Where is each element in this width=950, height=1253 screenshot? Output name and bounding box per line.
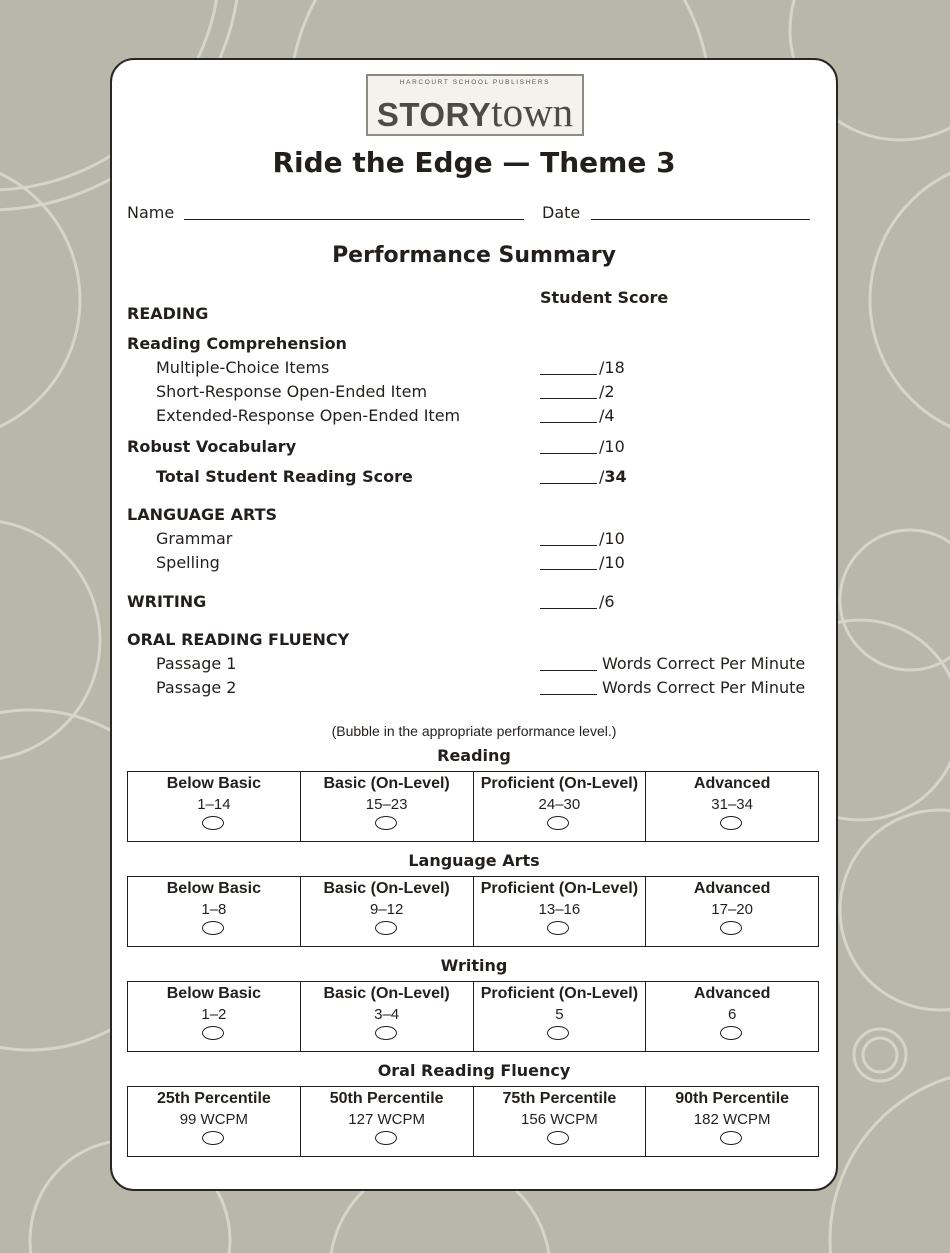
level-cell bbox=[128, 772, 301, 841]
storytown-logo bbox=[366, 74, 584, 136]
level-name: 75th Percentile bbox=[502, 1090, 617, 1107]
document-title: Ride the Edge — Theme 3 bbox=[272, 146, 676, 179]
total-reading-slash: / bbox=[599, 467, 605, 486]
level-name: Advanced bbox=[693, 985, 771, 1002]
writing-score-field[interactable] bbox=[540, 608, 597, 609]
name-label: Name bbox=[127, 203, 175, 222]
level-cell bbox=[474, 1087, 647, 1156]
level-bubble[interactable] bbox=[720, 816, 742, 830]
grammar-score-field[interactable] bbox=[540, 545, 597, 546]
level-bubble[interactable] bbox=[202, 1131, 224, 1145]
level-cell bbox=[474, 877, 647, 946]
short-response-score-field[interactable] bbox=[540, 398, 597, 399]
date-field[interactable] bbox=[591, 219, 810, 220]
level-range: 156 WCPM bbox=[521, 1111, 598, 1128]
level-range: 99 WCPM bbox=[179, 1111, 249, 1128]
date-label: Date bbox=[542, 203, 581, 222]
level-bubble[interactable] bbox=[720, 1131, 742, 1145]
level-name: Below Basic bbox=[166, 775, 261, 792]
level-range: 13–16 bbox=[538, 901, 581, 918]
short-response-label: Short-Response Open-Ended Item bbox=[156, 382, 428, 401]
writing-levels-title: Writing bbox=[440, 956, 508, 975]
level-range: 5 bbox=[555, 1006, 564, 1023]
fluency-heading: ORAL READING FLUENCY bbox=[127, 630, 350, 649]
total-reading-max bbox=[599, 467, 627, 486]
performance-summary-sheet bbox=[110, 58, 838, 1191]
vocabulary-label: Robust Vocabulary bbox=[127, 437, 297, 456]
level-name: 90th Percentile bbox=[675, 1090, 790, 1107]
level-cell bbox=[301, 982, 474, 1051]
level-cell bbox=[474, 772, 647, 841]
level-bubble[interactable] bbox=[547, 1131, 569, 1145]
level-range: 3–4 bbox=[374, 1006, 400, 1023]
writing-levels-table bbox=[127, 981, 819, 1052]
level-cell bbox=[128, 982, 301, 1051]
extended-response-max: /4 bbox=[599, 406, 615, 425]
passage-2-unit: Words Correct Per Minute bbox=[602, 678, 806, 697]
language-arts-heading: LANGUAGE ARTS bbox=[127, 505, 278, 524]
spelling-score-field[interactable] bbox=[540, 569, 597, 570]
level-name: Advanced bbox=[693, 775, 771, 792]
level-name: Below Basic bbox=[166, 985, 261, 1002]
level-cell bbox=[646, 877, 818, 946]
level-bubble[interactable] bbox=[202, 816, 224, 830]
level-name: 25th Percentile bbox=[156, 1090, 271, 1107]
level-name: Proficient (On-Level) bbox=[480, 880, 639, 897]
level-name: Basic (On-Level) bbox=[323, 880, 450, 897]
level-range: 15–23 bbox=[365, 796, 408, 813]
logo-publisher: HARCOURT SCHOOL PUBLISHERS bbox=[399, 79, 551, 86]
bubble-instruction: (Bubble in the appropriate performance level.) bbox=[331, 723, 617, 739]
logo-town: town bbox=[491, 89, 574, 135]
multiple-choice-score-field[interactable] bbox=[540, 374, 597, 375]
passage-1-unit: Words Correct Per Minute bbox=[602, 654, 806, 673]
writing-heading: WRITING bbox=[127, 592, 207, 611]
level-range: 24–30 bbox=[538, 796, 581, 813]
vocabulary-max: /10 bbox=[599, 437, 625, 456]
level-cell bbox=[474, 982, 647, 1051]
multiple-choice-max: /18 bbox=[599, 358, 625, 377]
level-name: 50th Percentile bbox=[329, 1090, 444, 1107]
level-bubble[interactable] bbox=[202, 921, 224, 935]
level-range: 1–8 bbox=[201, 901, 227, 918]
level-name: Basic (On-Level) bbox=[323, 775, 450, 792]
level-cell bbox=[301, 772, 474, 841]
level-bubble[interactable] bbox=[547, 1026, 569, 1040]
short-response-max: /2 bbox=[599, 382, 615, 401]
logo-story: STORY bbox=[376, 96, 492, 133]
level-bubble[interactable] bbox=[202, 1026, 224, 1040]
level-cell bbox=[128, 877, 301, 946]
level-bubble[interactable] bbox=[375, 1131, 397, 1145]
level-cell bbox=[301, 877, 474, 946]
grammar-max: /10 bbox=[599, 529, 625, 548]
grammar-label: Grammar bbox=[156, 529, 233, 548]
total-reading-label: Total Student Reading Score bbox=[156, 467, 413, 486]
language-arts-levels-table bbox=[127, 876, 819, 947]
vocabulary-score-field[interactable] bbox=[540, 453, 597, 454]
language-arts-levels-title: Language Arts bbox=[408, 851, 540, 870]
passage-1-score-field[interactable] bbox=[540, 670, 597, 671]
passage-2-label: Passage 2 bbox=[156, 678, 237, 697]
level-range: 127 WCPM bbox=[348, 1111, 425, 1128]
level-name: Proficient (On-Level) bbox=[480, 985, 639, 1002]
name-field[interactable] bbox=[184, 219, 524, 220]
fluency-levels-title: Oral Reading Fluency bbox=[377, 1061, 571, 1080]
logo-wordmark bbox=[368, 88, 582, 136]
level-name: Advanced bbox=[693, 880, 771, 897]
level-range: 31–34 bbox=[711, 796, 753, 813]
fluency-levels-table bbox=[127, 1086, 819, 1157]
spelling-max: /10 bbox=[599, 553, 625, 572]
level-range: 1–14 bbox=[197, 796, 231, 813]
total-reading-score-field[interactable] bbox=[540, 483, 597, 484]
level-name: Below Basic bbox=[166, 880, 261, 897]
level-bubble[interactable] bbox=[547, 816, 569, 830]
reading-levels-table bbox=[127, 771, 819, 842]
writing-max: /6 bbox=[599, 592, 615, 611]
score-column-header: Student Score bbox=[540, 288, 669, 307]
level-range: 17–20 bbox=[711, 901, 753, 918]
level-name: Proficient (On-Level) bbox=[480, 775, 639, 792]
level-cell bbox=[646, 1087, 818, 1156]
multiple-choice-label: Multiple-Choice Items bbox=[156, 358, 330, 377]
level-range: 6 bbox=[727, 1006, 737, 1023]
level-cell bbox=[646, 772, 818, 841]
extended-response-score-field[interactable] bbox=[540, 422, 597, 423]
summary-title: Performance Summary bbox=[332, 243, 616, 268]
level-bubble[interactable] bbox=[375, 1026, 397, 1040]
level-range: 1–2 bbox=[201, 1006, 227, 1023]
level-cell bbox=[128, 1087, 301, 1156]
total-reading-max-value: 34 bbox=[604, 467, 627, 486]
level-bubble[interactable] bbox=[375, 816, 397, 830]
extended-response-label: Extended-Response Open-Ended Item bbox=[156, 406, 461, 425]
spelling-label: Spelling bbox=[156, 553, 220, 572]
comprehension-heading: Reading Comprehension bbox=[127, 334, 347, 353]
level-bubble[interactable] bbox=[720, 1026, 742, 1040]
level-bubble[interactable] bbox=[720, 921, 742, 935]
level-range: 182 WCPM bbox=[693, 1111, 771, 1128]
passage-1-label: Passage 1 bbox=[156, 654, 237, 673]
level-cell bbox=[646, 982, 818, 1051]
level-cell bbox=[301, 1087, 474, 1156]
level-bubble[interactable] bbox=[547, 921, 569, 935]
level-bubble[interactable] bbox=[375, 921, 397, 935]
reading-heading: READING bbox=[127, 304, 209, 323]
passage-2-score-field[interactable] bbox=[540, 694, 597, 695]
reading-levels-title: Reading bbox=[437, 746, 511, 765]
level-name: Basic (On-Level) bbox=[323, 985, 450, 1002]
level-range: 9–12 bbox=[369, 901, 404, 918]
